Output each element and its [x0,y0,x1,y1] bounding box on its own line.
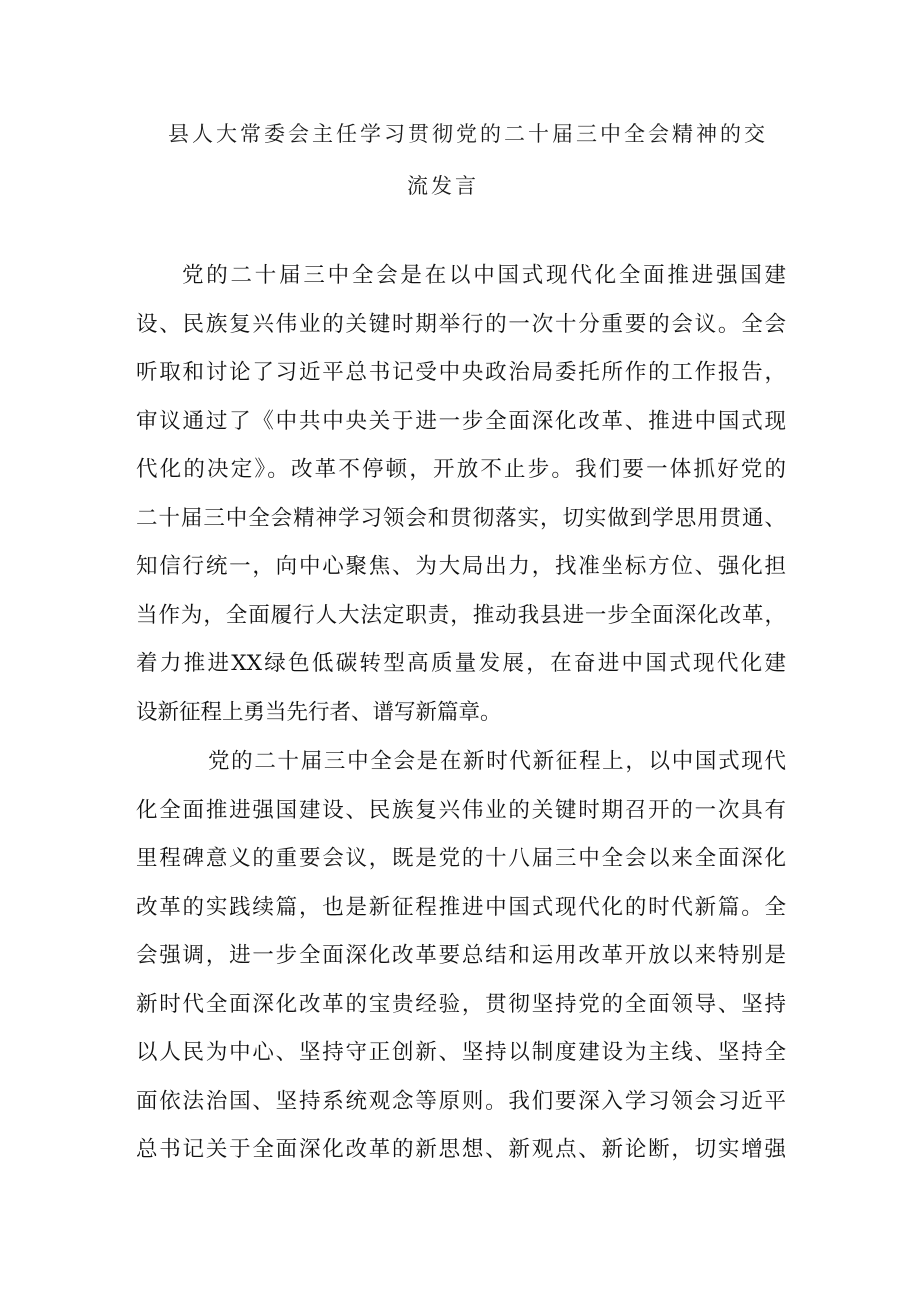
paragraph-line: 设新征程上勇当先行者、谱写新篇章。 [136,699,502,725]
paragraph-line: 化全面推进强国建设、民族复兴伟业的关键时期召开的一次具有 [136,797,786,823]
document-title-line-2: 流发言 [407,174,479,198]
paragraph-line: 党的二十届三中全会是在新时代新征程上，以中国式现代 [208,749,786,774]
paragraph-line: 设、民族复兴伟业的关键时期举行的一次十分重要的会议。全会 [136,311,786,337]
paragraph-line: 里程碑意义的重要会议，既是党的十八届三中全会以来全面深化 [136,846,786,871]
paragraph-line: 以人民为中心、坚持守正创新、坚持以制度建设为主线、坚持全 [136,1040,786,1065]
paragraph-1 [136,252,786,737]
paragraph-line: 听取和讨论了习近平总书记受中央政治局委托所作的工作报告， [136,360,786,385]
paragraph-line: 二十届三中全会精神学习领会和贯彻落实，切实做到学思用贯通、 [136,505,786,531]
paragraph-line: 审议通过了《中共中央关于进一步全面深化改革、推进中国式现 [136,408,786,434]
paragraph-line: 着力推进XX绿色低碳转型高质量发展，在奋进中国式现代化建 [136,651,786,676]
paragraph-line: 知信行统一，向中心聚焦、为大局出力，找准坐标方位、强化担 [136,554,786,579]
paragraph-line: 新时代全面深化改革的宝贵经验，贯彻坚持党的全面领导、坚持 [136,991,786,1017]
paragraph-line: 面依法治国、坚持系统观念等原则。我们要深入学习领会习近平 [136,1088,786,1114]
paragraph-2 [136,738,786,1175]
document-title-line-1: 县人大常委会主任学习贯彻党的二十届三中全会精神的交 [168,122,768,146]
paragraph-line: 党的二十届三中全会是在以中国式现代化全面推进强国建 [182,263,786,288]
paragraph-line: 代化的决定》。改革不停顿，开放不止步。我们要一体抓好党的 [136,457,786,482]
paragraph-line: 改革的实践续篇，也是新征程推进中国式现代化的时代新篇。全 [136,894,786,920]
paragraph-line: 总书记关于全面深化改革的新思想、新观点、新论断，切实增强 [136,1137,786,1162]
paragraph-line: 当作为，全面履行人大法定职责，推动我县进一步全面深化改革， [136,602,786,628]
paragraph-line: 会强调，进一步全面深化改革要总结和运用改革开放以来特别是 [136,943,786,968]
